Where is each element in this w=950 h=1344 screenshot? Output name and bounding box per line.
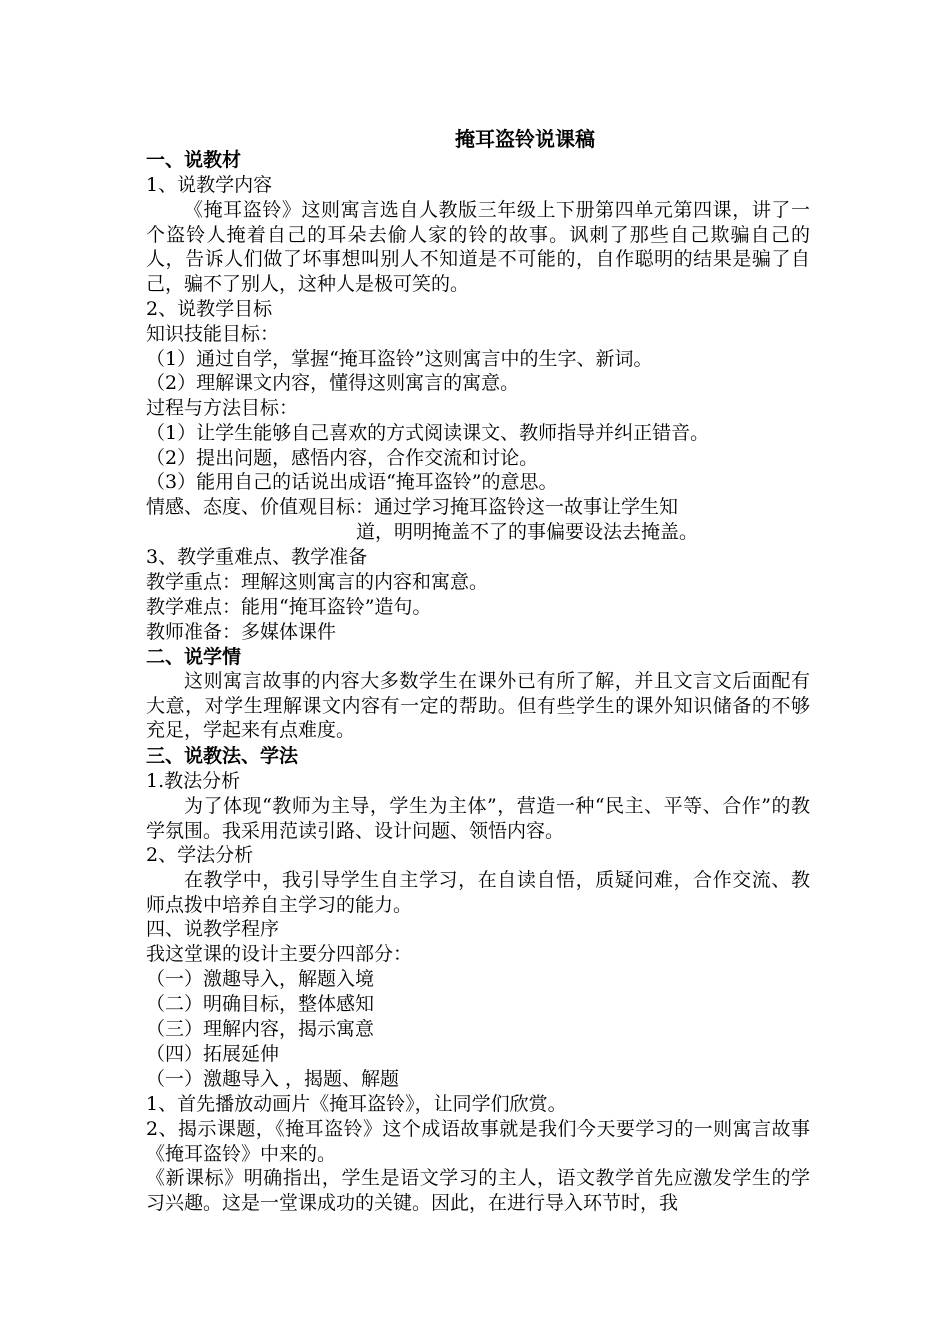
paragraph-teaching-content: 《掩耳盗铃》这则寓言选自人教版三年级上下册第四单元第四课，讲了一个盗铃人掩着自己的耳朵去偷人家的铃的故事。讽刺了那些自己欺骗自己的人，告诉人们做了坏事想叫别人不知道是不可能的，自作聪明的结果是骗了自己，骗不了别人，这种人是极可笑的。	[146, 199, 810, 295]
teacher-preparation: 教师准备：多媒体课件	[146, 621, 337, 643]
step-1-heading: （一）激趣导入 ，揭题、解题	[146, 1068, 400, 1090]
teaching-difficulty: 教学难点：能用“掩耳盗铃”造句。	[146, 596, 432, 618]
section-heading-2: 二、说学情	[146, 646, 242, 668]
process-goal-1: （1）让学生能够自己喜欢的方式阅读课文、教师指导并纠正错音。	[146, 422, 710, 444]
procedure-part-2: （二）明确目标，整体感知	[146, 993, 375, 1015]
procedure-part-1: （一）激趣导入，解题入境	[146, 968, 375, 990]
paragraph-teaching-method: 为了体现“教师为主导，学生为主体”，营造一种“民主、平等、合作”的教学氛围。我采用范读引路、设计问题、领悟内容。	[146, 795, 810, 842]
teaching-focus: 教学重点：理解这则寓言的内容和寓意。	[146, 571, 489, 593]
knowledge-goal-1: （1）通过自学，掌握“掩耳盗铃”这则寓言中的生字、新词。	[146, 348, 653, 370]
step-1-paragraph: 《新课标》明确指出，学生是语文学习的主人，语文教学首先应激发学生的学习兴趣。这是一堂课成功的关键。因此，在进行导入环节时，我	[146, 1167, 810, 1214]
paragraph-student-situation: 这则寓言故事的内容大多数学生在课外已有所了解，并且文言文后面配有大意，对学生理解课文内容有一定的帮助。但有些学生的课外知识储备的不够充足，学起来有点难度。	[146, 670, 810, 742]
procedure-part-3: （三）理解内容，揭示寓意	[146, 1018, 375, 1040]
section-heading-4: 四、说教学程序	[146, 918, 280, 940]
procedure-intro: 我这堂课的设计主要分四部分：	[146, 943, 413, 965]
step-1-item-1: 1、首先播放动画片《掩耳盗铃》，让同学们欣赏。	[146, 1093, 567, 1115]
section-heading-3: 三、说教法、学法	[146, 745, 299, 767]
knowledge-goal-2: （2）理解课文内容，懂得这则寓言的寓意。	[146, 372, 520, 394]
subheading-teaching-content: 1、说教学内容	[146, 174, 273, 196]
subheading-key-points: 3、教学重难点、教学准备	[146, 546, 368, 568]
step-1-item-2: 2、揭示课题，《掩耳盗铃》这个成语故事就是我们今天要学习的一则寓言故事《掩耳盗铃》中来的。	[146, 1118, 810, 1165]
process-goal-3: （3）能用自己的话说出成语“掩耳盗铃”的意思。	[146, 471, 558, 493]
paragraph-learning-method: 在教学中，我引导学生自主学习，在自读自悟，质疑问难，合作交流、教师点拨中培养自主学习的能力。	[146, 869, 810, 916]
procedure-part-4: （四）拓展延伸	[146, 1043, 280, 1065]
process-goal-2: （2）提出问题，感悟内容，合作交流和讨论。	[146, 447, 539, 469]
document-title: 掩耳盗铃说课稿	[455, 127, 595, 151]
subheading-learning-method: 2、学法分析	[146, 844, 254, 866]
emotion-goal-line-1: 情感、态度、价值观目标：通过学习掩耳盗铃这一故事让学生知	[146, 496, 679, 518]
label-knowledge-goals: 知识技能目标：	[146, 323, 280, 345]
subheading-teaching-goals: 2、说教学目标	[146, 298, 273, 320]
label-process-goals: 过程与方法目标：	[146, 397, 299, 419]
subheading-teaching-method: 1.教法分析	[146, 770, 241, 792]
section-heading-1: 一、说教材	[146, 149, 242, 171]
emotion-goal-line-2: 道，明明掩盖不了的事偏要设法去掩盖。	[356, 521, 699, 543]
